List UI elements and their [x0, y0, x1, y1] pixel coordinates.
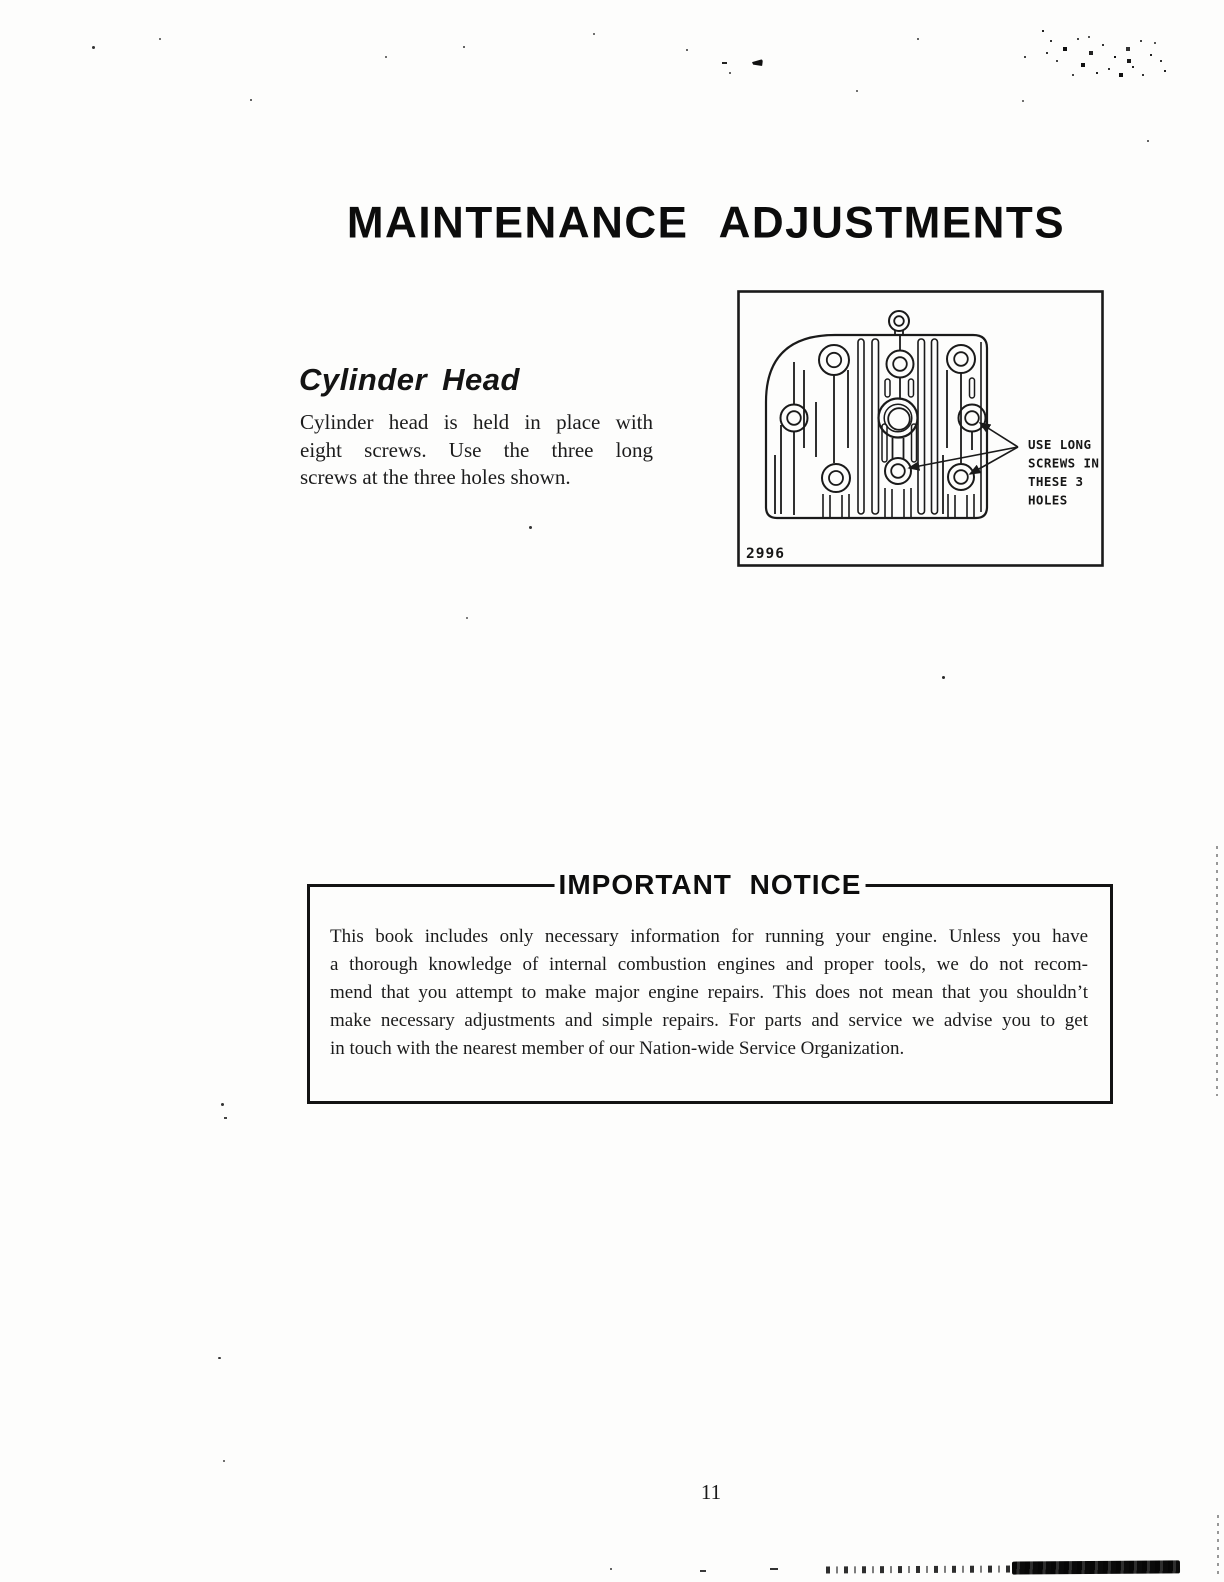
text-line: screws at the three holes shown.: [300, 465, 571, 490]
scan-artifact: [92, 46, 95, 49]
text-line: in touch with the nearest member of our Nation-wide Service Organization.: [330, 1038, 905, 1059]
head-outline: [766, 335, 987, 518]
scan-artifact: [1217, 1515, 1219, 1577]
page-number: 11: [700, 1480, 722, 1504]
notice-paragraph: [330, 923, 1088, 1063]
scan-artifact: [221, 1103, 224, 1106]
scan-artifact: [529, 526, 532, 529]
callout-line: THESE 3: [1028, 474, 1084, 489]
scan-artifact: [466, 617, 468, 619]
scan-artifact: [1012, 1560, 1180, 1574]
callout-text: [1028, 437, 1099, 508]
scan-artifact: [224, 1117, 227, 1119]
scan-artifact: [593, 33, 595, 35]
important-notice-box: [307, 869, 1113, 1104]
figure-frame: [739, 292, 1103, 566]
scan-artifact: [223, 1460, 225, 1462]
scan-artifact: [159, 38, 161, 40]
scan-artifact: [917, 38, 919, 40]
text-line: This book includes only necessary information for running your engine. Unless you have: [330, 926, 1088, 947]
scan-artifact: [729, 72, 731, 74]
text-line: mend that you attempt to make major engine repairs. This does not mean that you shouldn’t: [330, 982, 1088, 1003]
scan-artifact: [856, 90, 858, 92]
scan-artifact: [218, 1357, 221, 1359]
scan-artifact: [385, 56, 387, 58]
scan-artifact: [610, 1568, 612, 1570]
text-line: Cylinder head is held in place with: [300, 410, 653, 434]
callout-line: SCREWS IN: [1028, 455, 1100, 471]
scan-artifact: [686, 49, 688, 51]
scan-artifact: [826, 1566, 1016, 1574]
scan-artifact: [942, 676, 945, 679]
screw-holes: [781, 345, 986, 492]
cylinder-head-figure: [737, 290, 1104, 567]
callout-arrows: [909, 423, 1018, 474]
scan-artifact: [1022, 100, 1024, 102]
callout-line: HOLES: [1028, 492, 1068, 508]
section-paragraph: [300, 409, 653, 492]
notice-heading: IMPORTANT NOTICE: [555, 870, 866, 900]
text-line: a thorough knowledge of internal combustion engines and proper tools, we do not recom-: [330, 954, 1088, 975]
scan-artifact: [752, 59, 763, 66]
scan-artifact: [250, 99, 252, 101]
spark-plug-hole: [879, 399, 918, 438]
scan-artifact: [722, 62, 727, 64]
text-line: eight screws. Use the three long: [300, 437, 653, 462]
section-heading: Cylinder Head: [299, 362, 520, 397]
page-title: MAINTENANCE ADJUSTMENTS: [346, 197, 1066, 248]
stud-hole: [889, 311, 909, 331]
scan-artifact: [1042, 30, 1044, 32]
scan-artifact: [770, 1568, 778, 1570]
scan-artifact: [700, 1570, 706, 1572]
figure-number: 2996: [746, 546, 785, 562]
scan-artifact: [463, 46, 465, 48]
scan-artifact: [1216, 846, 1218, 1096]
cylinder-head-drawing: [737, 290, 1104, 567]
scan-artifact: [1147, 140, 1149, 142]
callout-line: USE LONG: [1028, 437, 1092, 452]
text-line: make necessary adjustments and simple repairs. For parts and service we advise you to get: [330, 1010, 1088, 1031]
